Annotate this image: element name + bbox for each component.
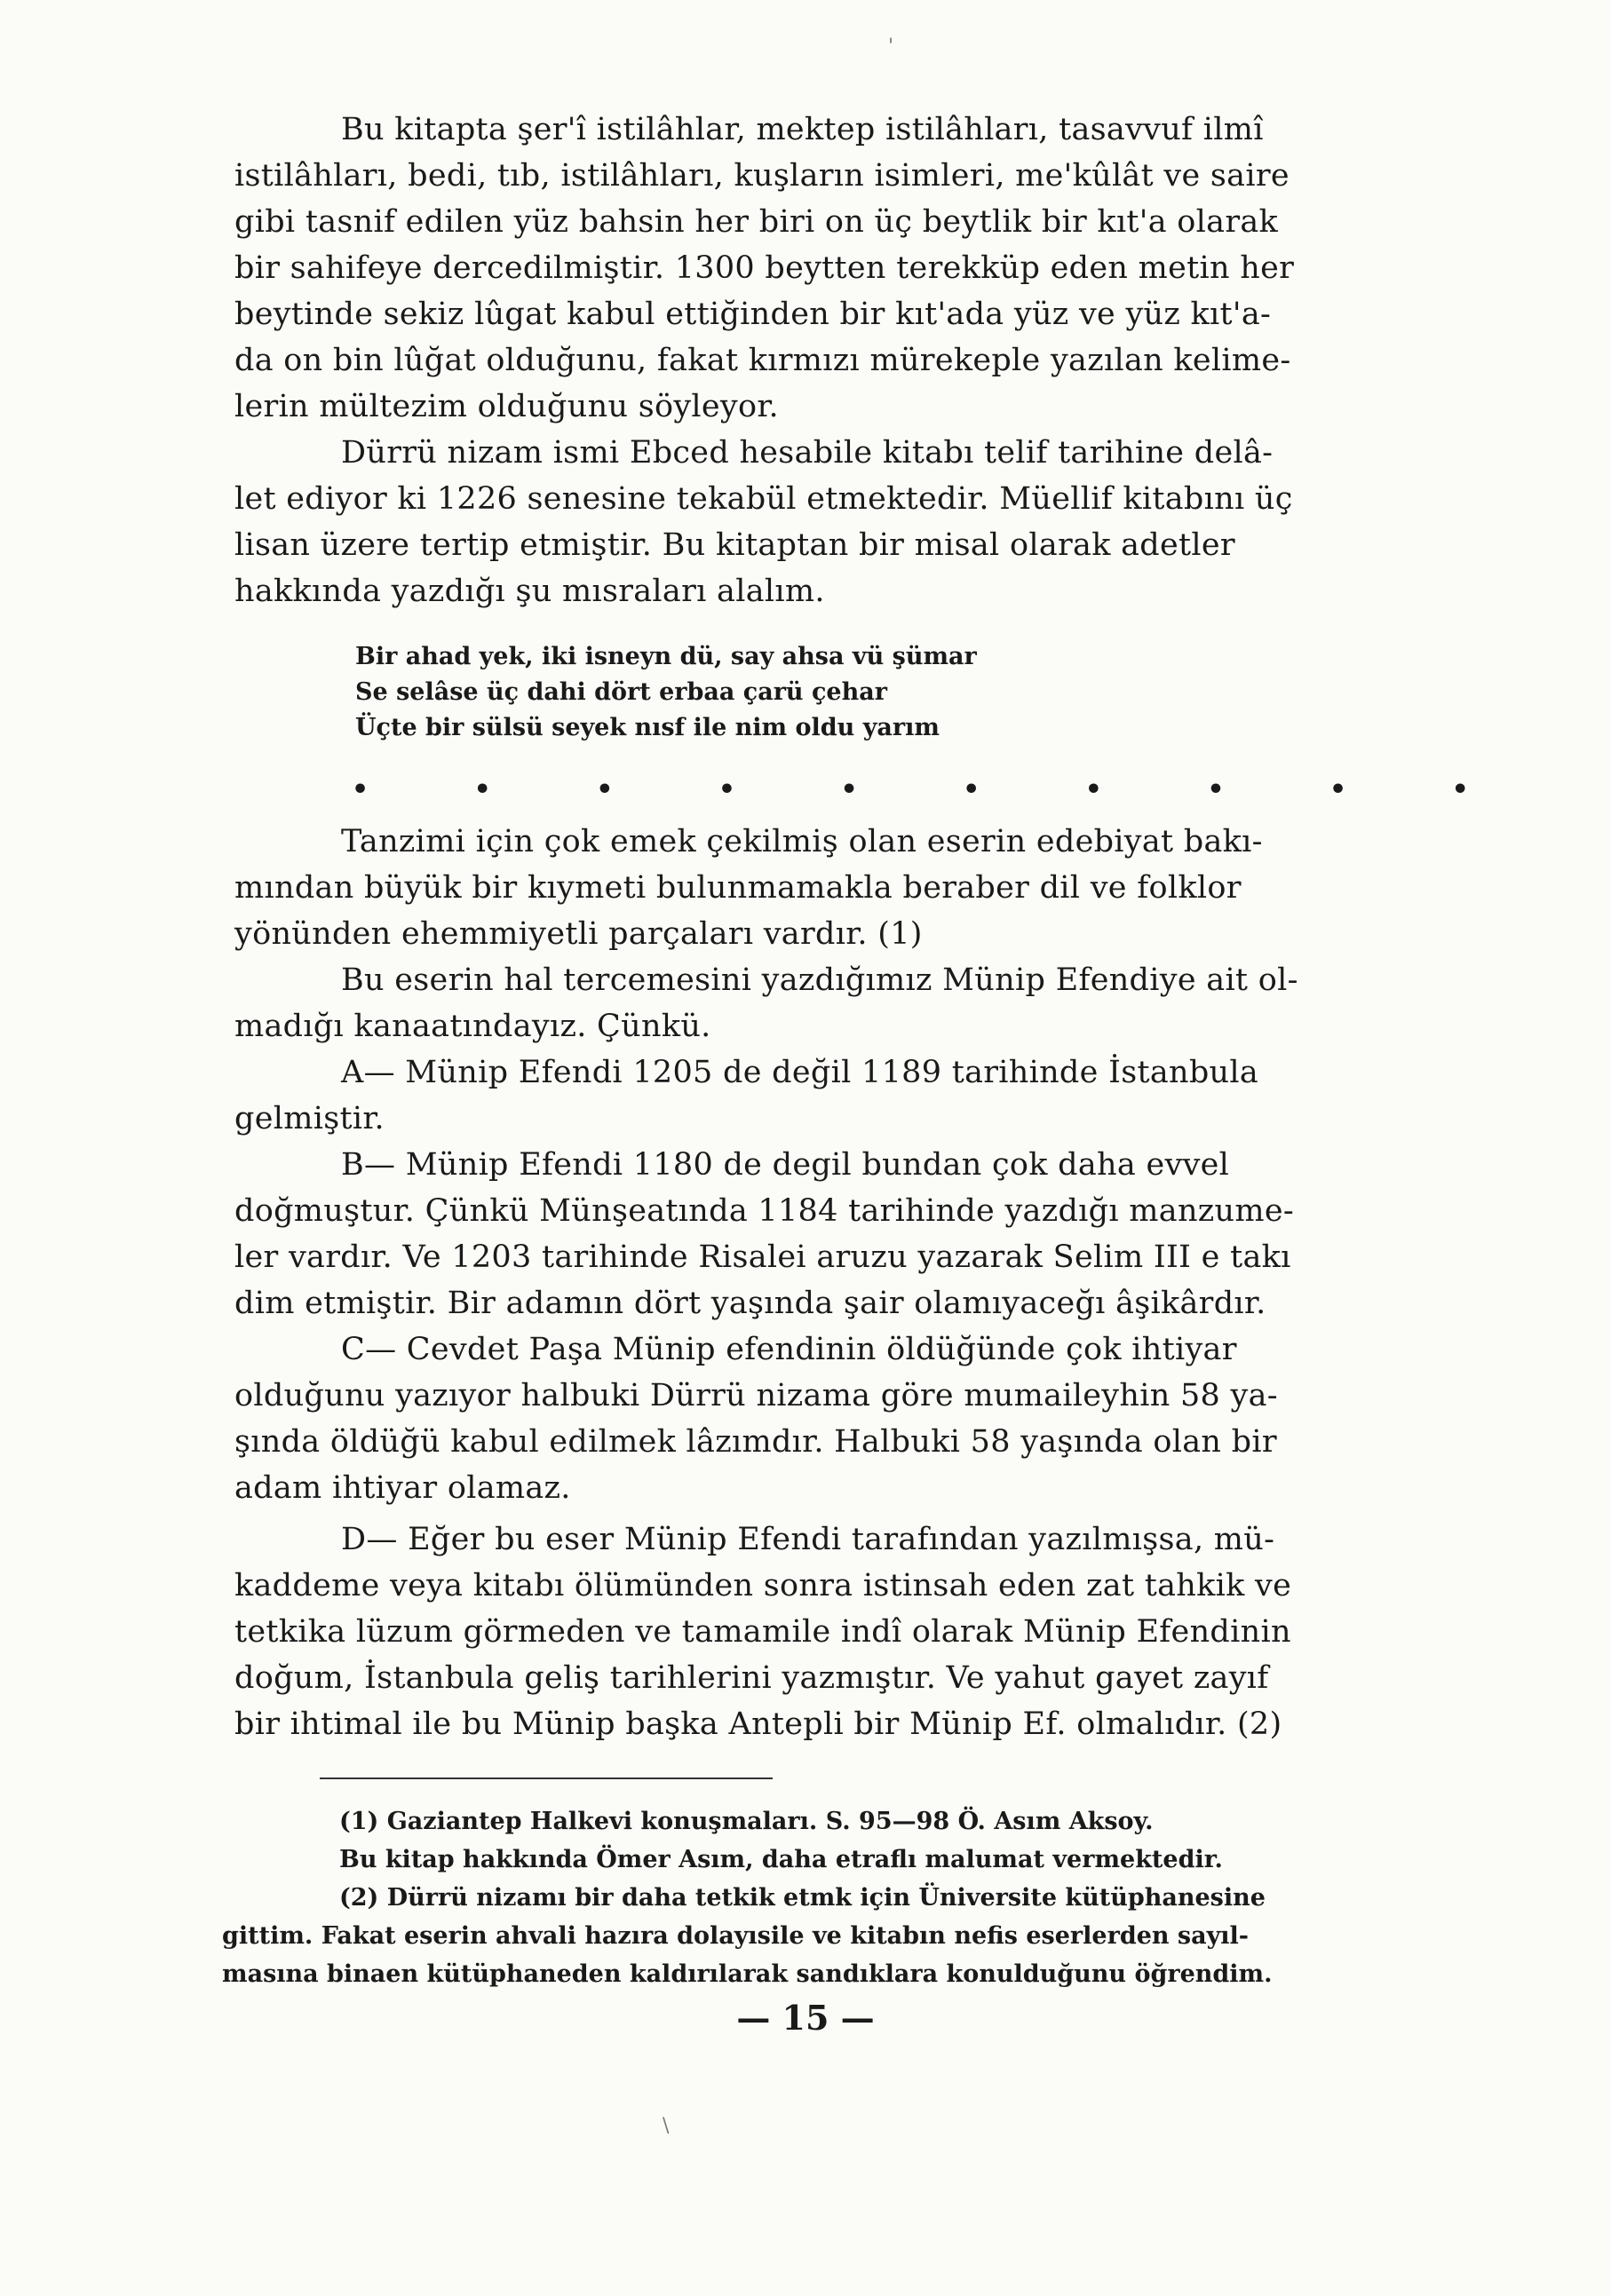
item-c [234,1326,1416,1511]
item-d [234,1516,1416,1747]
verse-line: Bir ahad yek, iki isneyn dü, say ahsa vü şümar [355,643,977,670]
text-line: madığı kanaatındayız. Çünkü. [234,1009,711,1044]
paragraph-tercume [234,957,1416,1049]
text-line: dim etmiştir. Bir adamın dört yaşında şair olamıyaceğı âşikârdır. [234,1286,1266,1321]
text-line: lisan üzere tertip etmiştir. Bu kitaptan bir misal olarak adetler [234,527,1235,563]
footnote-line: masına binaen kütüphaneden kaldırılarak sandıklara konulduğunu öğrendim. [222,1960,1273,1988]
text-line: B— Münip Efendi 1180 de degil bundan çok daha evvel [341,1147,1230,1183]
text-line: da on bin lûğat olduğunu, fakat kırmızı mürekeple yazılan kelime- [234,343,1291,378]
text-line: Bu eserin hal tercemesini yazdığımız Münip Efendiye ait ol- [341,962,1298,998]
text-line: doğum, İstanbula geliş tarihlerini yazmıştır. Ve yahut gayet zayıf [234,1660,1269,1696]
text-line: şında öldüğü kabul edilmek lâzımdır. Halbuki 58 yaşında olan bir [234,1424,1277,1460]
text-line: D— Eğer bu eser Münip Efendi tarafından yazılmışsa, mü- [341,1522,1275,1557]
item-a [234,1049,1416,1142]
text-line: let ediyor ki 1226 senesine tekabül etmektedir. Müellif kitabını üç [234,481,1293,517]
page-number: — 15 — [736,1998,875,2038]
text-line: gibi tasnif edilen yüz bahsin her biri on üç beytlik bir kıt'a olarak [234,204,1279,240]
footnote-line: (2) Dürrü nizamı bir daha tetkik etmk için Üniversite kütüphanesine [339,1884,1266,1912]
text-line: mından büyük bir kıymeti bulunmamakla beraber dil ve folklor [234,870,1242,906]
text-line: tetkika lüzum görmeden ve tamamile indî olarak Münip Efendinin [234,1614,1291,1650]
footnote-line: Bu kitap hakkında Ömer Asım, daha etraflı malumat vermektedir. [339,1846,1223,1873]
text-line: adam ihtiyar olamaz. [234,1470,571,1506]
text-line: yönünden ehemmiyetli parçaları vardır. (1) [234,916,923,952]
text-line: olduğunu yazıyor halbuki Dürrü nizama göre mumaileyhin 58 ya- [234,1378,1278,1413]
text-line: hakkında yazdığı şu mısraları alalım. [234,574,825,609]
scan-speck: \ [663,2115,670,2137]
text-line: gelmiştir. [234,1101,385,1136]
footnote-divider [320,1777,773,1779]
text-line: Tanzimi için çok emek çekilmiş olan eserin edebiyat bakı- [341,824,1263,859]
scan-speck: ' [888,36,894,58]
text-line: lerin mültezim olduğunu söyleyor. [234,389,779,424]
item-b [234,1142,1416,1326]
footnote-line: gittim. Fakat eserin ahvali hazıra dolayısile ve kitabın nefis eserlerden sayıl- [222,1922,1250,1950]
text-line: doğmuştur. Çünkü Münşeatında 1184 tarihinde yazdığı manzume- [234,1193,1294,1229]
paragraph-tanzim [234,819,1416,957]
text-line: kaddeme veya kitabı ölümünden sonra istinsah eden zat tahkik ve [234,1568,1292,1603]
text-line: istilâhları, bedi, tıb, istilâhları, kuşların isimleri, me'kûlât ve saire [234,158,1290,194]
verse-line: Üçte bir sülsü seyek nısf ile nim oldu yarım [355,714,940,741]
text-line: bir sahifeye dercedilmiştir. 1300 beytten terekküp eden metin her [234,250,1295,286]
text-line: A— Münip Efendi 1205 de değil 1189 tarihinde İstanbula [341,1055,1259,1090]
footnotes [222,1802,1417,1993]
ellipsis-divider: • • • • • • • • • • [352,774,1517,805]
text-line: C— Cevdet Paşa Münip efendinin öldüğünde çok ihtiyar [341,1332,1237,1367]
paragraph-intro [234,107,1416,430]
paragraph-ebced [234,430,1416,614]
text-line: Dürrü nizam ismi Ebced hesabile kitabı telif tarihine delâ- [341,435,1274,471]
footnote-line: (1) Gaziantep Halkevi konuşmaları. S. 95—98 Ö. Asım Aksoy. [339,1808,1154,1835]
text-line: beytinde sekiz lûgat kabul ettiğinden bir kıt'ada yüz ve yüz kıt'a- [234,297,1272,332]
verse-line: Se selâse üç dahi dört erbaa çarü çehar [355,678,887,706]
text-line: Bu kitapta şer'î istilâhlar, mektep istilâhları, tasavvuf ilmî [341,112,1264,147]
verse-block [355,639,1155,746]
text-line: bir ihtimal ile bu Münip başka Antepli bir Münip Ef. olmalıdır. (2) [234,1706,1282,1742]
text-line: ler vardır. Ve 1203 tarihinde Risalei aruzu yazarak Selim III e takı [234,1239,1291,1275]
